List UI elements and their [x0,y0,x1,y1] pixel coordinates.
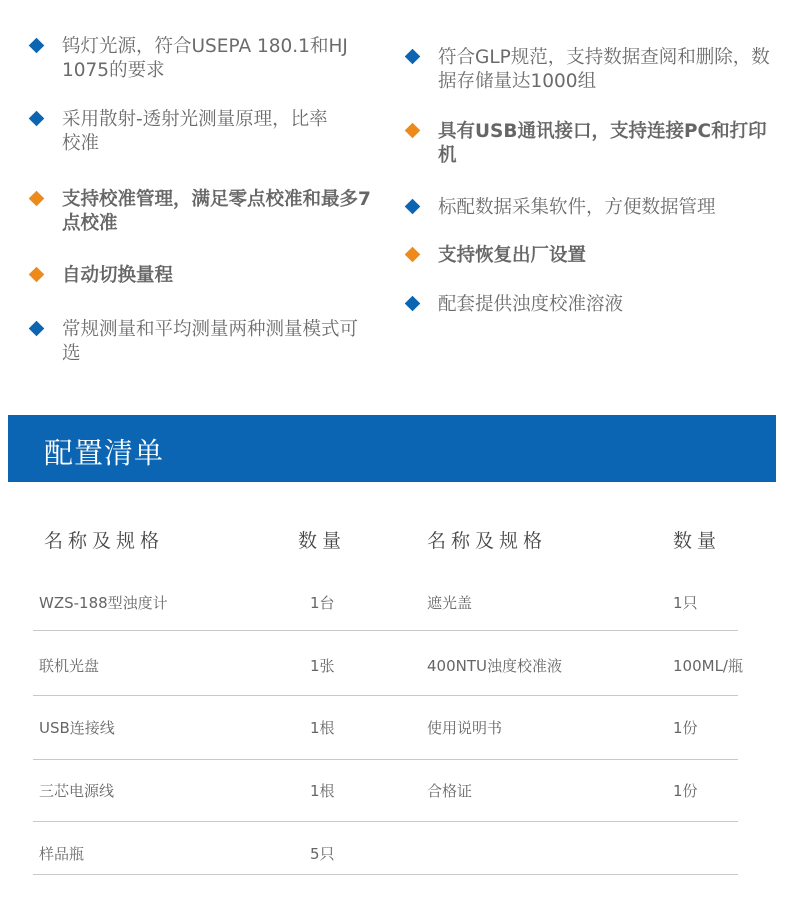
table-cell: 使用说明书 [427,719,503,737]
feature-text: 支持校准管理，满足零点校准和最多7点校准 [62,189,371,234]
feature-left-3 [31,188,376,236]
feature-left-5 [31,318,376,366]
feature-text: 配套提供浊度校准溶液 [438,294,624,315]
diamond-bullet-icon [405,199,421,215]
feature-text: 支持恢复出厂设置 [438,245,587,266]
diamond-bullet-icon [29,321,45,337]
table-cell: 100ML/瓶 [673,657,743,675]
feature-right-2 [407,120,779,168]
table-header-name-2: 名称及规格 [427,530,548,552]
diamond-bullet-icon [29,111,45,127]
table-cell: 遮光盖 [427,594,473,612]
diamond-bullet-icon [405,123,421,139]
row-divider [33,759,738,760]
feature-text: 钨灯光源，符合USEPA 180.1和HJ 1075的要求 [62,36,348,81]
feature-text: 采用散射-透射光测量原理，比率校准 [62,109,328,154]
table-cell: 5只 [310,845,335,863]
table-header-qty-2: 数量 [673,530,722,552]
feature-text: 符合GLP规范，支持数据查阅和删除，数据存储量达1000组 [438,47,770,92]
diamond-bullet-icon [405,296,421,312]
table-header-qty-1: 数量 [298,530,347,552]
feature-text: 标配数据采集软件，方便数据管理 [438,197,716,218]
feature-right-3 [407,196,779,220]
table-cell: 合格证 [427,782,473,800]
feature-left-1 [31,35,376,83]
section-title: 配置清单 [44,436,165,470]
diamond-bullet-icon [29,191,45,207]
table-cell: 400NTU浊度校准液 [427,657,562,675]
row-divider [33,821,738,822]
feature-text: 常规测量和平均测量两种测量模式可选 [62,319,359,364]
feature-right-4 [407,244,779,268]
table-cell: 1根 [310,782,335,800]
table-cell: 三芯电源线 [39,782,115,800]
table-cell: 联机光盘 [39,657,100,675]
diamond-bullet-icon [29,267,45,283]
feature-right-5 [407,293,779,317]
table-cell: 样品瓶 [39,845,85,863]
section-banner [8,415,776,482]
diamond-bullet-icon [405,49,421,65]
table-header-name-1: 名称及规格 [44,530,165,552]
diamond-bullet-icon [29,38,45,54]
row-divider [33,630,738,631]
feature-left-2 [31,108,331,156]
row-divider [33,695,738,696]
table-cell: WZS-188型浊度计 [39,594,168,612]
table-cell: 1张 [310,657,335,675]
feature-left-4 [31,264,376,288]
table-cell: 1份 [673,719,698,737]
diamond-bullet-icon [405,247,421,263]
table-cell: 1根 [310,719,335,737]
feature-text: 具有USB通讯接口，支持连接PC和打印机 [438,121,767,166]
row-divider [33,874,738,875]
table-cell: 1份 [673,782,698,800]
table-cell: 1只 [673,594,698,612]
table-cell: USB连接线 [39,719,115,737]
table-cell: 1台 [310,594,335,612]
feature-text: 自动切换量程 [62,265,174,286]
feature-right-1 [407,46,779,94]
